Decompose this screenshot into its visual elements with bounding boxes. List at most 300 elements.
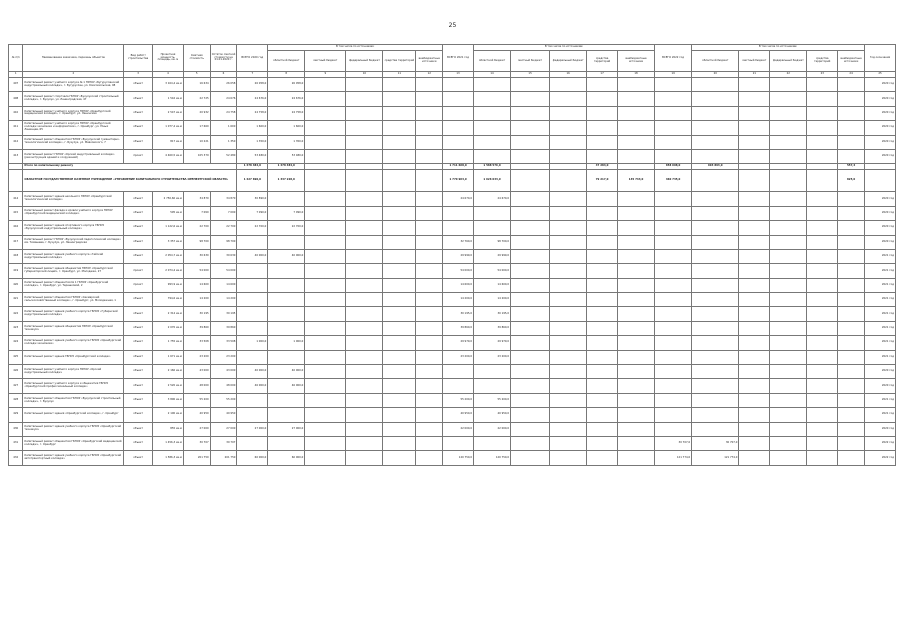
section-header-label: ОБЛАСТНОЕ ГОСУДАРСТВЕННОЕ КАЗЕННОЕ УЧРЕЖДЕНИЕ «УПРАВЛЕНИЕ КАПИТАЛЬНОГО СТРОИТЕЛЬСТВА ОРЕНБУРГСКОЙ ОБЛАСТИ» — [23, 170, 237, 192]
cell-y: 2021 год — [864, 249, 895, 263]
cell-t22reg — [692, 393, 739, 407]
cell-tot: 53 480,0 — [237, 149, 268, 163]
cell-type: объект — [124, 121, 153, 135]
cell-name: Капитальный ремонт учебного корпуса и общежития ГБПОУ «Оренбургский профессиональный колледж» — [23, 379, 124, 393]
cell-reg: 1 000,0 — [268, 336, 305, 350]
cell-reg — [268, 307, 305, 321]
cell-cap: 595 кв.м — [153, 206, 184, 220]
cell-rem: 14 200 — [210, 293, 237, 307]
cell-rem: 33 508 — [210, 336, 237, 350]
cell-rem: 54 000 — [210, 264, 237, 278]
cell-rem: 24 676 — [210, 92, 237, 106]
cell-est: 23 200 — [183, 350, 210, 364]
cell-cap: 2 520 кв.м — [153, 379, 184, 393]
cell-tot: 1 350,0 — [237, 135, 268, 149]
cell-t21reg: 24 670,0 — [474, 192, 511, 206]
cell-t21 — [443, 106, 474, 120]
cell-t21reg: 54 000,0 — [474, 264, 511, 278]
cell-name: Капитальный ремонт здания учебного корпуса ГБПОУ «Оренбургский автотранспортный колледж» — [23, 451, 124, 465]
cell-no: 423 — [9, 321, 23, 335]
cell-t22reg — [692, 350, 739, 364]
section-header-row: ОБЛАСТНОЕ ГОСУДАРСТВЕННОЕ КАЗЕННОЕ УЧРЕЖДЕНИЕ «УПРАВЛЕНИЕ КАПИТАЛЬНОГО СТРОИТЕЛЬСТВА ОРЕНБУРГСКОЙ ОБЛАСТИ» 1 427 690,0 1 337 228,0 1 770 963,9 1 626 033,9 79 217,0 145 743,0 460 735,0 825,0 — [9, 170, 896, 192]
cell-type: объект — [124, 422, 153, 436]
cell-type: объект — [124, 135, 153, 149]
cell-reg — [268, 264, 305, 278]
cell-cap: 2 314 кв.м — [153, 307, 184, 321]
cell-no: 427 — [9, 379, 23, 393]
header-total-2022: ВСЕГО 2022 год — [655, 45, 692, 72]
cell-name: Капитальный ремонт здания учебного корпуса «Гайский индустриальный колледж» — [23, 249, 124, 263]
cell-t22reg — [692, 92, 739, 106]
cell-t21reg — [474, 379, 511, 393]
cell-est: 34 870 — [183, 192, 210, 206]
header-territory: средства территорий — [383, 51, 416, 72]
cell-type: проект — [124, 149, 153, 163]
cell-reg: 40 000,0 — [268, 365, 305, 379]
cell-t22: 30 707,0 — [655, 436, 692, 450]
cell-no: 421 — [9, 293, 23, 307]
cell-t21 — [443, 121, 474, 135]
cell-t21reg — [474, 436, 511, 450]
cell-est: 33 508 — [183, 336, 210, 350]
cell-t21: 14 600,0 — [443, 278, 474, 292]
cell-name: Капитальный ремонт здания ГБПОУ «Оренбургский колледж» — [23, 350, 124, 364]
header-remaining: Остаток сметной стоимости на 01.01.2020 г. — [210, 45, 237, 72]
cell-t22 — [655, 106, 692, 120]
cell-type: объект — [124, 336, 153, 350]
cell-reg: 1 600,0 — [268, 121, 305, 135]
header-name: Наименование заказчика, перечень объектов — [23, 45, 124, 72]
cell-t21reg — [474, 106, 511, 120]
cell-t21: 30 195,0 — [443, 307, 474, 321]
cell-name: Капитальный ремонт здания общежития ГБПОУ «Оренбургский техникум» — [23, 321, 124, 335]
header-total-2020: ВСЕГО 2020 год — [237, 45, 268, 72]
cell-t22reg — [692, 206, 739, 220]
cell-cap: 2 160 кв.м — [153, 365, 184, 379]
cell-t22reg — [692, 379, 739, 393]
cell-rem: 1 600 — [210, 121, 237, 135]
cell-est: 20 932 — [183, 106, 210, 120]
header-sources-2021: В том числе по источникам: — [474, 45, 655, 51]
cell-tot — [237, 393, 268, 407]
table-row — [9, 92, 896, 106]
header-local: местный бюджет — [305, 51, 346, 72]
cell-rem: 23 200 — [210, 350, 237, 364]
cell-name: Капитальный ремонт учебного корпуса ГБПОУ «Оренбургский медицинский колледж», г. Оренбург, ул. Ленинская — [23, 106, 124, 120]
cell-name: Капитальный ремонт общежития ГБПОУ «Сакмарский сельскохозяйственный колледж», г. Оренбург, ул. Молодежная, 1 — [23, 293, 124, 307]
cell-no: 417 — [9, 235, 23, 249]
cell-cap: 855 кв.м — [153, 422, 184, 436]
cell-t22 — [655, 307, 692, 321]
cell-t21: 120 750,0 — [443, 451, 474, 465]
header-regional-22: областной бюджет — [692, 51, 739, 72]
cell-tot: 7 090,0 — [237, 206, 268, 220]
cell-t21: 14 200,0 — [443, 293, 474, 307]
cell-y: 2020 год — [864, 135, 895, 149]
cell-t22 — [655, 249, 692, 263]
cell-t21reg — [474, 365, 511, 379]
cell-no: 414 — [9, 192, 23, 206]
cell-no: 428 — [9, 393, 23, 407]
table-row — [9, 321, 896, 335]
cell-est: 10 221 — [183, 135, 210, 149]
header-sources-2022: В том числе по источникам: — [692, 45, 865, 51]
cell-t21 — [443, 149, 474, 163]
cell-t22 — [655, 206, 692, 220]
cell-tot: 46 000,0 — [237, 379, 268, 393]
header-extra-21: внебюджетные источники — [618, 51, 655, 72]
cell-t21reg — [474, 135, 511, 149]
cell-reg — [268, 393, 305, 407]
cell-tot — [237, 350, 268, 364]
header-local-21: местный бюджет — [511, 51, 550, 72]
cell-t21reg: 29 979,0 — [474, 336, 511, 350]
cell-t21reg — [474, 206, 511, 220]
cell-cap: 3 357 кв.м — [153, 235, 184, 249]
cell-est: 30 630 — [183, 249, 210, 263]
cell-t21 — [443, 135, 474, 149]
header-federal-21: федеральный бюджет — [550, 51, 587, 72]
cell-rem: 22 700 — [210, 221, 237, 235]
cell-t22reg — [692, 221, 739, 235]
cell-reg: 24 676,0 — [268, 92, 305, 106]
cell-t22reg — [692, 249, 739, 263]
cell-cap: 2 070 кв.м — [153, 321, 184, 335]
cell-cap: 3 800 кв.м — [153, 393, 184, 407]
cell-tot: 1 600,0 — [237, 121, 268, 135]
table-row — [9, 365, 896, 379]
cell-t22reg — [692, 293, 739, 307]
cell-no: 426 — [9, 365, 23, 379]
cell-y: 2022 год — [864, 436, 895, 450]
cell-t22reg — [692, 149, 739, 163]
cell-no: 419 — [9, 264, 23, 278]
cell-no: 415 — [9, 206, 23, 220]
cell-t22 — [655, 92, 692, 106]
cell-name: Капитальный ремонт общежития № 1 ГБПОУ «Оренбургский колледж», г. Оренбург, ул. Терешковой, 2 — [23, 278, 124, 292]
cell-t22 — [655, 278, 692, 292]
cell-no: 411 — [9, 121, 23, 135]
cell-t22reg — [692, 121, 739, 135]
header-estimate: Сметная стоимость — [183, 45, 210, 72]
cell-y: 2020 год — [864, 221, 895, 235]
cell-rem: 34 870 — [210, 192, 237, 206]
cell-type: объект — [124, 92, 153, 106]
cell-t21 — [443, 92, 474, 106]
cell-est: 17 660 — [183, 121, 210, 135]
cell-cap: 2 074,4 кв.м — [153, 264, 184, 278]
cell-no: 425 — [9, 350, 23, 364]
cell-t22reg — [692, 192, 739, 206]
header-regional-21: областной бюджет — [474, 51, 511, 72]
cell-reg: 60 000,0 — [268, 451, 305, 465]
table-body-repairs — [9, 78, 896, 164]
cell-t21: 29 999,0 — [443, 249, 474, 263]
cell-no: 422 — [9, 307, 23, 321]
header-total-2021: ВСЕГО 2021 год — [443, 45, 474, 72]
cell-t21reg — [474, 121, 511, 135]
cell-cap: 1 077,4 кв.м — [153, 121, 184, 135]
cell-rem: 52 480 — [210, 149, 237, 163]
cell-t21reg: 14 600,0 — [474, 278, 511, 292]
cell-est: 30 195 — [183, 307, 210, 321]
cell-tot — [237, 408, 268, 422]
cell-t21: 54 000,0 — [443, 264, 474, 278]
cell-t21reg: 23 200,0 — [474, 350, 511, 364]
cell-est: 55 200 — [183, 393, 210, 407]
cell-t21reg: 30 195,0 — [474, 307, 511, 321]
cell-t22reg — [692, 422, 739, 436]
cell-t22 — [655, 293, 692, 307]
cell-name: Капитальный ремонт учебного корпуса ГБПОУ «Орский индустриальный колледж» — [23, 365, 124, 379]
cell-tot: 26 058,0 — [237, 78, 268, 92]
cell-name: Капитальный ремонт учебного корпуса № 1 ГБПОУ «Бугурусланский индустриальный колледж», г. Бугуруслан, ул. Комсомольская, 98 — [23, 78, 124, 92]
cell-name: Капитальный ремонт спортзала ГБПОУ «Бузулукский строительный колледж», г. Бузулук, ул. Ленинградская, 47 — [23, 92, 124, 106]
cell-t22: 121 774,0 — [655, 451, 692, 465]
cell-no: 431 — [9, 436, 23, 450]
cell-t22reg — [692, 135, 739, 149]
cell-t22 — [655, 149, 692, 163]
cell-name: Капитальный ремонт здания учебного корпуса ГБПОУ «Оренбургский техникум» — [23, 422, 124, 436]
cell-cap: 1 542 кв.м — [153, 92, 184, 106]
cell-t22reg: 30 707,0 — [692, 436, 739, 450]
cell-name: Капитальный ремонт фасада и кровли учебного корпуса ГБПОУ «Оренбургский медицинский колледж» — [23, 206, 124, 220]
cell-tot: 30 890,0 — [237, 192, 268, 206]
page-number: 25 — [448, 22, 457, 29]
cell-t22reg — [692, 336, 739, 350]
cell-t21 — [443, 78, 474, 92]
cell-y: 2021 год — [864, 264, 895, 278]
cell-type: объект — [124, 393, 153, 407]
cell-est: 48 000 — [183, 379, 210, 393]
cell-t22 — [655, 321, 692, 335]
cell-y: 2021 год — [864, 408, 895, 422]
cell-t21: 29 979,0 — [443, 336, 474, 350]
cell-cap: 4 460,5 кв.м — [153, 149, 184, 163]
cell-type: объект — [124, 307, 153, 321]
cell-est: 27 000 — [183, 422, 210, 436]
cell-t22reg — [692, 278, 739, 292]
cell-t22reg — [692, 235, 739, 249]
cell-name: Капитальный ремонт здания учебного корпуса ГБПОУ «Оренбургский колледж экономики» — [23, 336, 124, 350]
cell-t22 — [655, 192, 692, 206]
cell-type: объект — [124, 106, 153, 120]
header-regional: областной бюджет — [268, 51, 305, 72]
cell-t22reg — [692, 365, 739, 379]
table-row — [9, 121, 896, 135]
cell-t21reg: 22 000,0 — [474, 422, 511, 436]
cell-no: 407 — [9, 78, 23, 92]
cell-reg: 7 090,0 — [268, 206, 305, 220]
cell-reg: 46 000,0 — [268, 379, 305, 393]
cell-tot — [237, 321, 268, 335]
cell-est: 22 700 — [183, 221, 210, 235]
table-row — [9, 78, 896, 92]
cell-rem: 98 700 — [210, 235, 237, 249]
cell-name: Капитальный ремонт здания «Оренбургский колледж», г. Оренбург — [23, 408, 124, 422]
cell-t21 — [443, 206, 474, 220]
cell-t21reg: 14 200,0 — [474, 293, 511, 307]
cell-tot: 60 000,0 — [237, 451, 268, 465]
header-sources-2020: В том числе по источникам: — [268, 45, 443, 51]
cell-y: 2021 год — [864, 293, 895, 307]
cell-tot: 24 676,0 — [237, 92, 268, 106]
cell-tot — [237, 278, 268, 292]
cell-type: объект — [124, 436, 153, 450]
cell-t21: 23 200,0 — [443, 350, 474, 364]
cell-name: Капитальный ремонт учебного корпуса ГБПОУ «Оренбургский колледж экономики и информатики», г. Оренбург, ул. Юных Ленинцев, 65 — [23, 121, 124, 135]
cell-rem: 55 200 — [210, 393, 237, 407]
cell-t21reg: 55 200,0 — [474, 393, 511, 407]
table-header — [9, 45, 896, 78]
table-row — [9, 221, 896, 235]
cell-t21reg — [474, 78, 511, 92]
cell-y: 2020 год — [864, 235, 895, 249]
cell-rem: 24 758 — [210, 106, 237, 120]
cell-t22 — [655, 422, 692, 436]
cell-type: объект — [124, 192, 153, 206]
cell-t22 — [655, 336, 692, 350]
cell-tot: 24 758,0 — [237, 106, 268, 120]
cell-type: объект — [124, 249, 153, 263]
cell-cap: 3 164,4 кв.м — [153, 78, 184, 92]
table-row — [9, 379, 896, 393]
cell-t22 — [655, 135, 692, 149]
table-row — [9, 278, 896, 292]
cell-reg — [268, 350, 305, 364]
cell-t21reg: 120 750,0 — [474, 451, 511, 465]
cell-tot — [237, 264, 268, 278]
cell-cap: 2 750,60 кв.м — [153, 192, 184, 206]
cell-cap: 2 100 кв.м — [153, 408, 184, 422]
cell-rem: 26 058 — [210, 78, 237, 92]
table-row — [9, 436, 896, 450]
header-federal-22: федеральный бюджет — [770, 51, 807, 72]
cell-cap: 1 671 кв.м — [153, 350, 184, 364]
cell-reg: 40 000,0 — [268, 249, 305, 263]
cell-t22reg — [692, 408, 739, 422]
cell-type: объект — [124, 206, 153, 220]
cell-t21reg: 40 950,0 — [474, 408, 511, 422]
cell-t21: 39 860,0 — [443, 321, 474, 335]
cell-y: 2020 год — [864, 206, 895, 220]
cell-no: 412 — [9, 135, 23, 149]
table-row — [9, 149, 896, 163]
cell-t21: 55 200,0 — [443, 393, 474, 407]
header-type: Вид работ/строительства — [124, 45, 153, 72]
cell-t22reg — [692, 264, 739, 278]
cell-rem: 43 000 — [210, 365, 237, 379]
cell-tot: 27 000,0 — [237, 422, 268, 436]
header-federal: федеральный бюджет — [346, 51, 383, 72]
cell-t22 — [655, 235, 692, 249]
cell-name: Капитальный ремонт общежития ГБПОУ «Оренбургский медицинский колледж», г. Оренбург — [23, 436, 124, 450]
cell-type: объект — [124, 321, 153, 335]
cell-est: 201 750 — [183, 451, 210, 465]
cell-t21 — [443, 436, 474, 450]
cell-y: 2020 год — [864, 379, 895, 393]
cell-t21 — [443, 365, 474, 379]
cell-reg — [268, 278, 305, 292]
cell-cap: 1 755 кв.м — [153, 336, 184, 350]
cell-reg: 22 700,0 — [268, 221, 305, 235]
cell-rem: 14 600 — [210, 278, 237, 292]
cell-y: 2020 год — [864, 192, 895, 206]
cell-name: Капитальный ремонт здания школьного ГБПОУ «Оренбургский технологический колледж» — [23, 192, 124, 206]
cell-t21 — [443, 379, 474, 393]
cell-cap: 1 456,3 кв.м — [153, 436, 184, 450]
cell-name: Капитальный ремонт общежития ГБПОУ «Бузулукский гуманитарно-технологический колледж», г. Бузулук, ул. Маяковского, 7 — [23, 135, 124, 149]
header-completion: Год окончания — [864, 45, 895, 72]
cell-cap: 1 586,3 кв.м — [153, 451, 184, 465]
cell-no: 410 — [9, 106, 23, 120]
cell-t21 — [443, 221, 474, 235]
cell-rem: 201 750 — [210, 451, 237, 465]
cell-reg: 53 480,0 — [268, 149, 305, 163]
cell-type: объект — [124, 235, 153, 249]
cell-t21: 40 950,0 — [443, 408, 474, 422]
header-offbudget: внебюджетные источники — [416, 51, 443, 72]
cell-type: объект — [124, 408, 153, 422]
header-capacity: Проектная мощность, площадь, кв. м — [153, 45, 184, 72]
cell-est: 105 379 — [183, 149, 210, 163]
cell-est: 43 000 — [183, 365, 210, 379]
cell-t22 — [655, 78, 692, 92]
cell-cap: 993,9 кв.м — [153, 278, 184, 292]
cell-rem: 7 090 — [210, 206, 237, 220]
cell-y: 2020 год — [864, 422, 895, 436]
table-row — [9, 235, 896, 249]
cell-type: проект — [124, 264, 153, 278]
cell-type: объект — [124, 451, 153, 465]
column-numbers: 1 2 3 4 5 6 7 8 9 10 11 12 13 14 15 16 17 18 19 20 21 22 23 24 25 — [9, 72, 896, 78]
cell-t22reg — [692, 78, 739, 92]
cell-est: 98 700 — [183, 235, 210, 249]
table-row — [9, 422, 896, 436]
table-row — [9, 451, 896, 465]
table-section — [9, 164, 896, 192]
cell-rem: 48 000 — [210, 379, 237, 393]
cell-t22 — [655, 379, 692, 393]
table-row — [9, 249, 896, 263]
cell-no: 432 — [9, 451, 23, 465]
cell-tot — [237, 293, 268, 307]
cell-no: 413 — [9, 149, 23, 163]
header-no: № п/п — [9, 45, 23, 72]
table-row — [9, 393, 896, 407]
cell-type: объект — [124, 221, 153, 235]
cell-t22 — [655, 350, 692, 364]
cell-y: 2021 год — [864, 307, 895, 321]
header-territory-21: средства территорий — [587, 51, 618, 72]
cell-y: 2021 год — [864, 336, 895, 350]
header-offbudget-22: внебюджетные источники — [838, 51, 865, 72]
cell-y: 2020 год — [864, 92, 895, 106]
cell-t22 — [655, 365, 692, 379]
cell-t21reg — [474, 149, 511, 163]
cell-no: 418 — [9, 249, 23, 263]
cell-reg — [268, 293, 305, 307]
cell-type: объект — [124, 350, 153, 364]
table-body-construction — [9, 192, 896, 465]
cell-y: 2021 год — [864, 350, 895, 364]
cell-type: объект — [124, 379, 153, 393]
cell-t22 — [655, 221, 692, 235]
cell-reg: 1 350,0 — [268, 135, 305, 149]
cell-y: 2022 год — [864, 451, 895, 465]
cell-rem: 30 630 — [210, 249, 237, 263]
cell-name: Капитальный ремонт ГБПОУ «Бузулукский педагогический колледж» им. Тимашева, г. Бузулук, ул. Ленинградская — [23, 235, 124, 249]
